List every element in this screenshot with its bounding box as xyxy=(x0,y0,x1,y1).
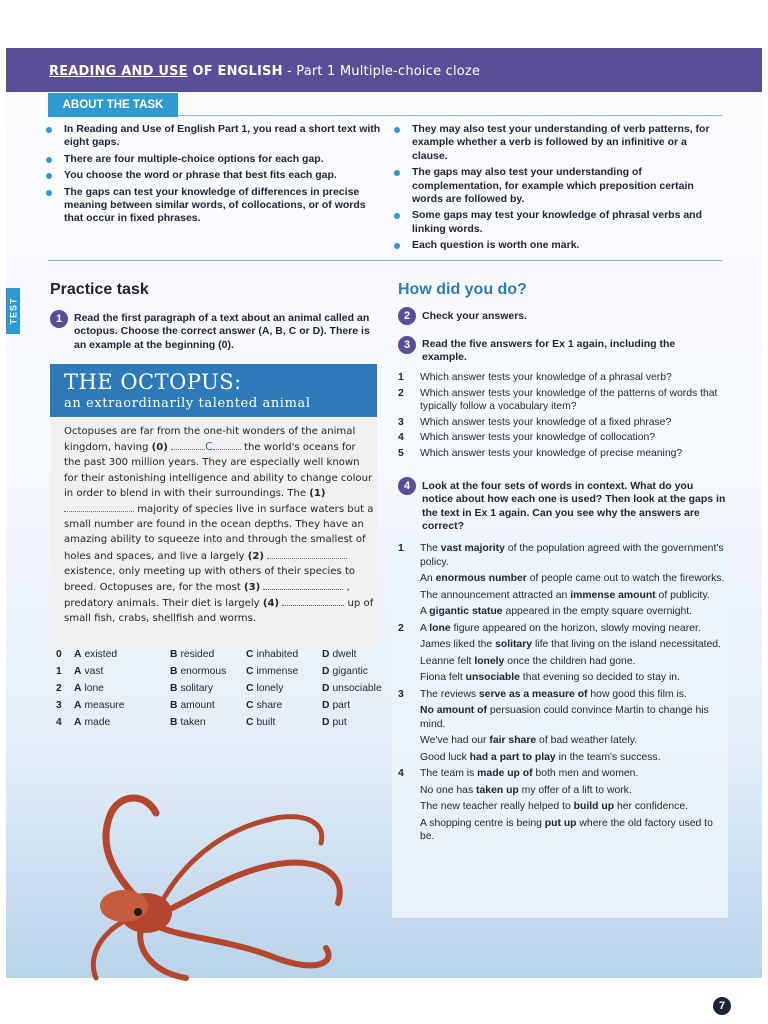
context-sentence: 4 The team is made up of both men and women. xyxy=(398,768,639,779)
option-b: B resided xyxy=(170,649,215,660)
list-item: 1 Which answer tests your knowledge of a phrasal verb? xyxy=(398,372,672,383)
option-d: D put xyxy=(322,717,347,728)
question-list xyxy=(398,371,728,463)
option-number: 2 xyxy=(56,683,62,694)
option-d: D gigantic xyxy=(322,666,368,677)
list-item: Each question is worth one mark. xyxy=(394,239,724,252)
list-item: There are four multiple-choice options for each gap. xyxy=(46,153,381,166)
options-row xyxy=(56,700,398,717)
context-sentences xyxy=(398,542,728,847)
option-a: A measure xyxy=(74,700,125,711)
option-number: 4 xyxy=(56,717,62,728)
about-the-task-tab: ABOUT THE TASK xyxy=(48,93,178,117)
list-item: 3 Which answer tests your knowledge of a fixed phrase? xyxy=(398,416,672,428)
option-d: D part xyxy=(322,700,351,711)
option-c: C share xyxy=(246,700,283,711)
option-b: B solitary xyxy=(170,683,214,694)
section-side-tab: TEST xyxy=(6,288,20,334)
exercise-number: 2 xyxy=(398,307,416,325)
list-item: 4 Which answer tests your knowledge of collocation? xyxy=(398,432,656,444)
option-d: D unsociable xyxy=(322,683,382,694)
practice-task-heading: Practice task xyxy=(50,281,149,298)
option-number: 0 xyxy=(56,649,62,660)
exercise-number: 3 xyxy=(398,336,416,354)
exercise-instruction: Read the five answers for Ex 1 again, including the example. xyxy=(422,338,676,364)
gap-1 xyxy=(64,501,134,512)
context-sentence: Good luck had a part to play in the team's success. xyxy=(420,751,661,763)
context-sentence: Leanne felt lonely once the children had gone. xyxy=(420,655,636,667)
context-sentence: The new teacher really helped to build up her confidence. xyxy=(420,801,688,812)
context-sentence: 1 The vast majority of the population agreed with the government's policy. xyxy=(398,543,724,568)
context-sentence: The announcement attracted an immense amount of publicity. xyxy=(420,589,710,601)
context-sentence: An enormous number of people came out to watch the fireworks. xyxy=(420,573,725,584)
story-text: Octopuses are far from the one-hit wonders of the animal kingdom, having (0) C the world's oceans for the past 300 million years. They are especially well known for their astonishing intelligence and ability to change colour in order to blend in with their surroundings. The (1) majority of species live in surface waters but a small number are found in the ocean depths. They have an amazing ability to squeeze into and through the smallest of holes and spaces, and live a largely (2) existence, only meeting up with others of their species to breed. Octopuses are, for the most (3) , predatory animals. Their diet is largely (4) up of small fish, crabs, shellfish and worms. xyxy=(64,426,374,625)
list-item: The gaps can test your knowledge of differences in precise meaning between similar words, of collocations, or of words that occur in fixed phrases. xyxy=(46,186,381,226)
context-sentence: 3 The reviews serve as a measure of how good this film is. xyxy=(398,688,687,700)
list-item: 2 Which answer tests your knowledge of the patterns of words that typically follow a vocabulary item? xyxy=(398,387,718,413)
option-number: 1 xyxy=(56,666,62,677)
option-b: B amount xyxy=(170,700,215,711)
option-d: D dwelt xyxy=(322,649,357,660)
list-item: Some gaps may test your knowledge of phrasal verbs and linking words. xyxy=(394,209,724,236)
option-a: A lone xyxy=(74,683,104,694)
list-item: You choose the word or phrase that best fits each gap. xyxy=(46,169,381,182)
context-sentence: We've had our fair share of bad weather lately. xyxy=(420,735,638,746)
context-sentence: 2 A lone figure appeared on the horizon, slowly moving nearer. xyxy=(398,622,701,634)
story-title: THE OCTOPUS: xyxy=(64,370,242,394)
gap-2 xyxy=(267,548,347,559)
about-list-right xyxy=(394,123,724,256)
options-row xyxy=(56,666,398,683)
divider xyxy=(178,115,722,116)
story-header xyxy=(50,364,377,417)
gap-0 xyxy=(171,439,205,450)
exercise-number: 4 xyxy=(398,477,416,495)
page-number: 7 xyxy=(713,997,731,1015)
list-item: They may also test your understanding of verb patterns, for example whether a verb is followed by an infinitive or a clause. xyxy=(394,123,724,163)
gap-0-tail xyxy=(213,439,241,450)
example-answer: C xyxy=(205,440,213,454)
list-item: 5 Which answer tests your knowledge of precise meaning? xyxy=(398,447,683,459)
option-c: C lonely xyxy=(246,683,284,694)
option-c: C built xyxy=(246,717,276,728)
page xyxy=(6,48,762,1012)
option-a: A made xyxy=(74,717,111,728)
option-c: C immense xyxy=(246,666,299,677)
context-sentence: A gigantic statue appeared in the empty square overnight. xyxy=(420,606,693,617)
exercise-instruction: Read the first paragraph of a text about an animal called an octopus. Choose the correct answer (A, B, C or D). There is an example at the beginning (0). xyxy=(74,312,370,351)
options-row xyxy=(56,683,398,700)
context-sentence: Fiona felt unsociable that evening so decided to stay in. xyxy=(420,672,680,683)
exercise-instruction: Look at the four sets of words in context. What do you notice about how each one is used? Then look at the gaps in the text in Ex 1 again. Can you see why the answers are correct? xyxy=(422,480,726,533)
option-a: A existed xyxy=(74,649,118,660)
option-b: B taken xyxy=(170,717,206,728)
about-list-left xyxy=(46,123,381,229)
options-row xyxy=(56,717,398,734)
exercise-instruction: Check your answers. xyxy=(422,310,528,322)
context-sentence: James liked the solitary life that living on the island necessitated. xyxy=(420,639,721,650)
gap-3 xyxy=(263,579,343,590)
context-sentence: No amount of persuasion could convince Martin to change his mind. xyxy=(420,705,709,730)
options-row xyxy=(56,649,398,666)
octopus-illustration xyxy=(76,788,376,988)
divider xyxy=(48,260,722,261)
option-b: B enormous xyxy=(170,666,227,677)
story-subtitle: an extraordinarily talented animal xyxy=(64,396,311,411)
option-number: 3 xyxy=(56,700,62,711)
gap-4 xyxy=(282,595,344,606)
list-item: In Reading and Use of English Part 1, you read a short text with eight gaps. xyxy=(46,123,381,150)
list-item: The gaps may also test your understanding of complementation, for example which preposition certain words are followed by. xyxy=(394,166,724,206)
page-title: READING AND USE OF ENGLISH - Part 1 Multiple-choice cloze xyxy=(49,64,481,79)
options-table xyxy=(56,649,398,734)
how-did-you-do-heading: How did you do? xyxy=(398,281,527,298)
exercise-number: 1 xyxy=(50,310,68,328)
header-bar xyxy=(6,48,762,92)
context-sentence: A shopping centre is being put up where the old factory used to be. xyxy=(420,817,713,842)
option-a: A vast xyxy=(74,666,104,677)
context-sentence: No one has taken up my offer of a lift to work. xyxy=(420,784,632,796)
option-c: C inhabited xyxy=(246,649,299,660)
